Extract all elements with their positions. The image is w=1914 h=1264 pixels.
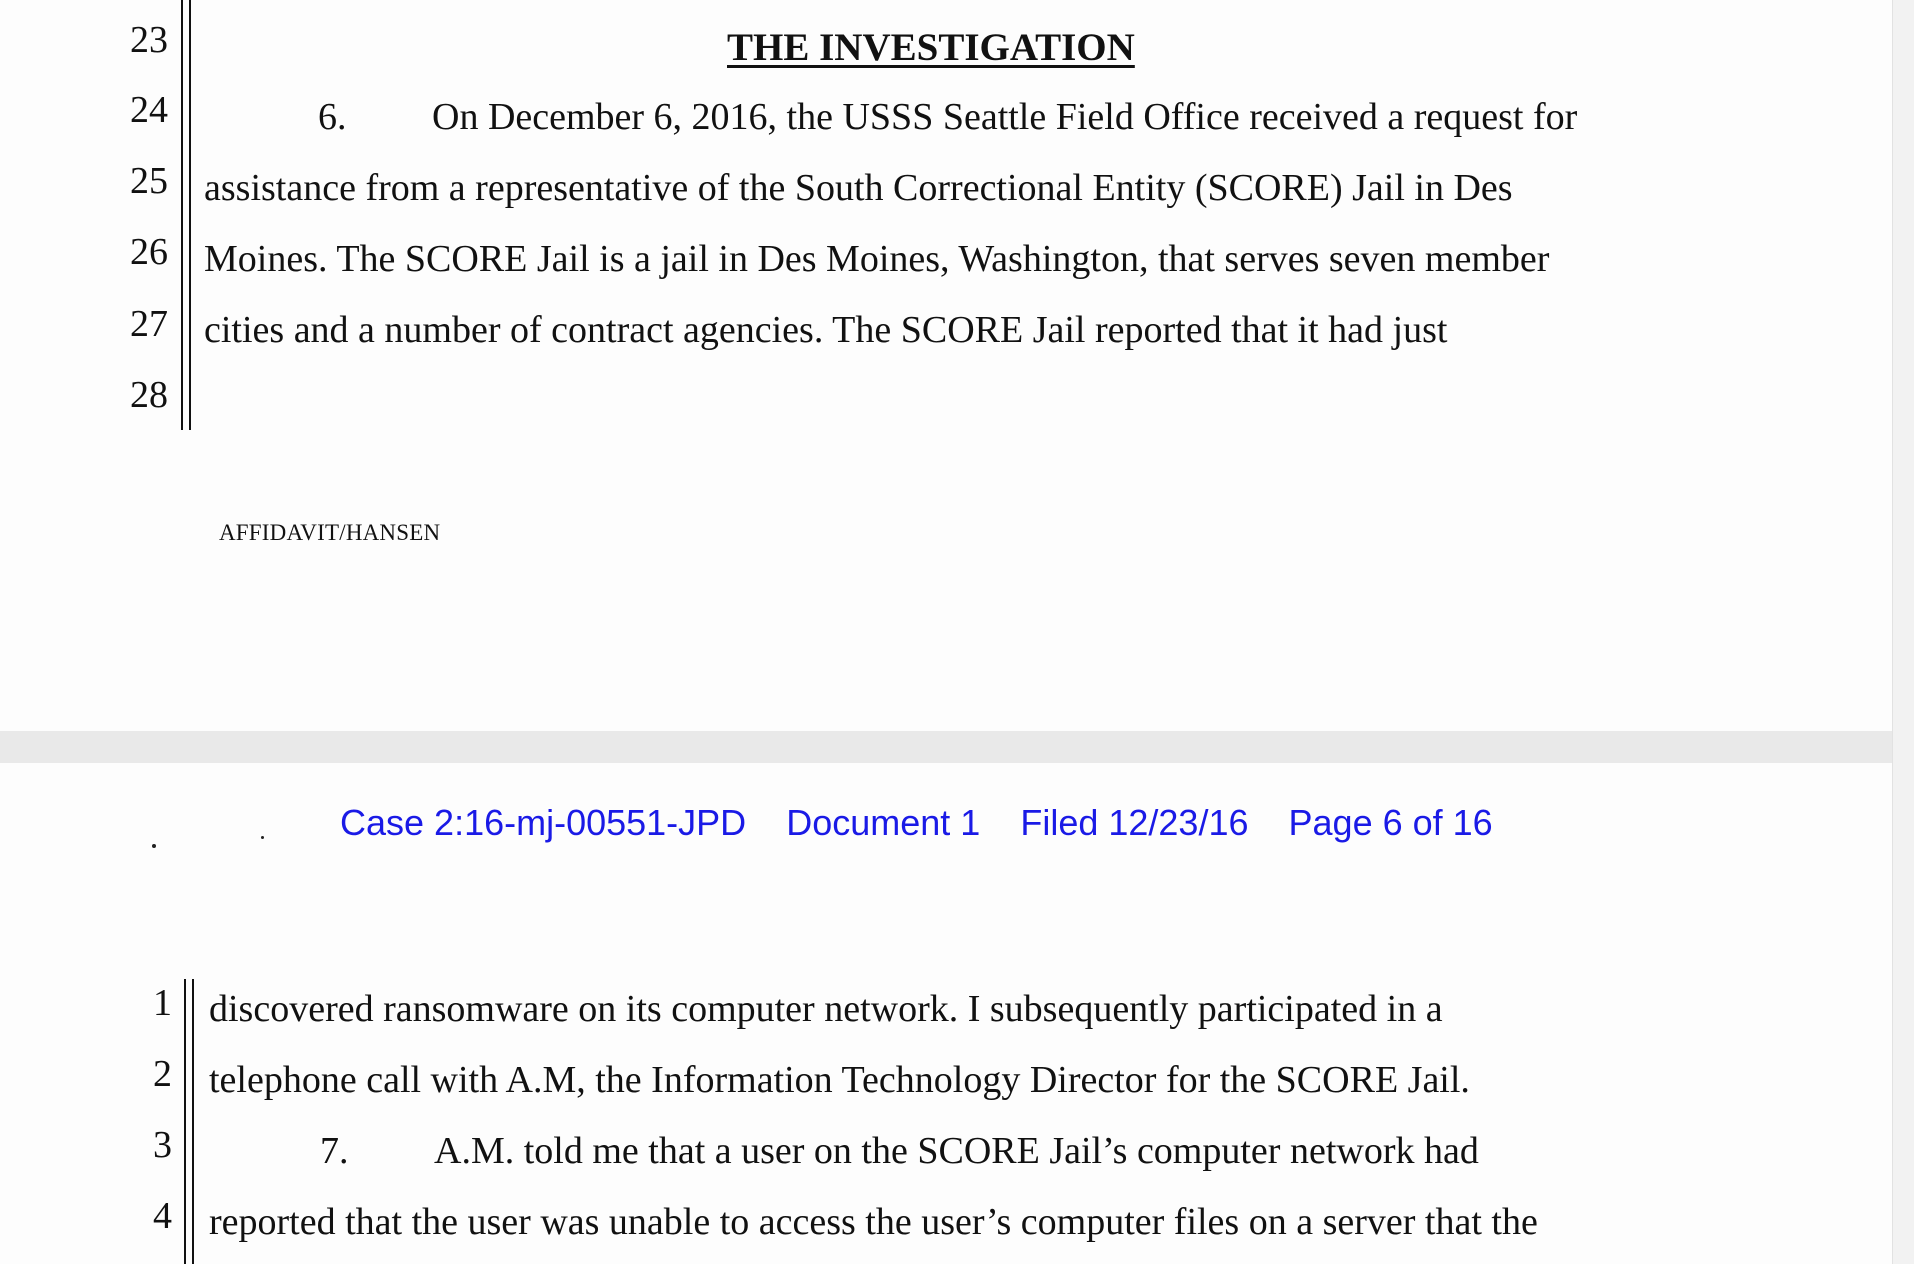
line-number: 2	[153, 1053, 172, 1095]
line-number: 28	[130, 374, 168, 416]
document-number: Document 1	[786, 802, 981, 843]
line-number: 24	[130, 89, 168, 131]
margin-rule	[181, 0, 183, 430]
filed-date: Filed 12/23/16	[1020, 802, 1249, 843]
line-number: 4	[153, 1195, 172, 1237]
paragraph-line	[318, 98, 1577, 136]
ecf-filing-header	[340, 802, 1523, 843]
page-indicator: Page 6 of 16	[1288, 802, 1493, 843]
paragraph-line: discovered ransomware on its computer network. I subsequently participated in a	[209, 988, 1443, 1030]
paragraph-line: cities and a number of contract agencies. The SCORE Jail reported that it had just	[204, 309, 1448, 351]
paragraph-line	[320, 1132, 1479, 1170]
line-number: 23	[130, 19, 168, 61]
paragraph-number: 7.	[320, 1130, 349, 1172]
line-number: 1	[153, 982, 172, 1024]
paragraph-line: Moines. The SCORE Jail is a jail in Des Moines, Washington, that serves seven member	[204, 238, 1550, 280]
paragraph-text: A.M. told me that a user on the SCORE Jail’s computer network had	[434, 1130, 1479, 1172]
paragraph-line: assistance from a representative of the South Correctional Entity (SCORE) Jail in Des	[204, 167, 1513, 209]
paragraph-number: 6.	[318, 96, 347, 138]
line-number: 26	[130, 231, 168, 273]
page-footer-label: AFFIDAVIT/HANSEN	[219, 520, 441, 545]
line-number: 27	[130, 303, 168, 345]
line-number: 25	[130, 160, 168, 202]
case-number: Case 2:16-mj-00551-JPD	[340, 802, 747, 843]
margin-rule	[184, 979, 186, 1264]
scan-speck	[261, 836, 264, 839]
scrollbar-track[interactable]	[1892, 0, 1914, 1264]
scan-speck	[152, 844, 156, 848]
paragraph-text: On December 6, 2016, the USSS Seattle Field Office received a request for	[432, 96, 1578, 138]
margin-rule	[192, 979, 194, 1264]
section-heading: THE INVESTIGATION	[727, 26, 1135, 69]
line-number: 3	[153, 1124, 172, 1166]
paragraph-line: reported that the user was unable to access the user’s computer files on a server that the	[209, 1201, 1538, 1243]
paragraph-line: telephone call with A.M, the Information Technology Director for the SCORE Jail.	[209, 1059, 1470, 1101]
margin-rule	[189, 0, 191, 430]
